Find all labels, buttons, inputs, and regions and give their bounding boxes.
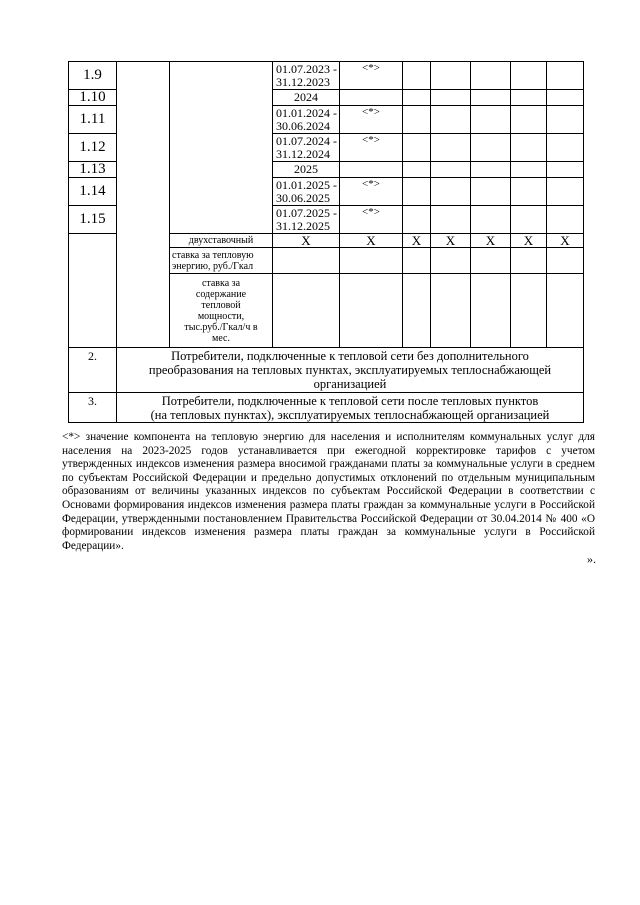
group-description: Потребители, подключенные к тепловой сети без дополнительного преобразования на тепловых пунктах, эксплуатируемых теплоснабжающей организацией	[117, 348, 584, 393]
note-cell: <*>	[340, 62, 403, 90]
table-row	[69, 393, 584, 423]
row-number: 1.11	[69, 106, 117, 134]
cross-mark: X	[511, 234, 547, 248]
closing-quote: ».	[587, 552, 596, 566]
note-cell: <*>	[340, 106, 403, 134]
footnote-text: значение компонента на тепловую энергию для населения и исполнителям коммунальных услуг для населения на 2023-2025 годов устанавливается при ежегодной корректировке тарифов с учетом утвержденных индексов изменения размера вносимой гражданами платы за коммунальные услуги в среднем по субъектам Российской Федерации и предельно допустимых отклонений по отдельным муниципальным образованиям от величины указанных индексов по субъектам Российской Федерации в соответствии с Основами формирования индексов изменения размера платы граждан за коммунальные услуги в Российской Федерации, утвержденными постановлением Правительства Российской Федерации от 30.04.2014 № 400 «О формировании индексов изменения размера платы граждан за коммунальные услуги в Российской Федерации».	[62, 431, 596, 552]
period-cell: 01.01.2024 - 30.06.2024	[273, 106, 340, 134]
group-number: 3.	[69, 393, 117, 423]
note-cell: <*>	[340, 206, 403, 234]
footnote-mark: <*>	[62, 431, 81, 443]
cross-mark: X	[431, 234, 471, 248]
cross-mark: X	[471, 234, 511, 248]
empty-cell	[170, 62, 273, 234]
period-cell: 01.07.2025 - 31.12.2025	[273, 206, 340, 234]
tariff-table	[68, 61, 584, 423]
period-cell: 01.07.2024 - 31.12.2024	[273, 134, 340, 162]
rate-energy-label: ставка за тепловую энергию, руб./Гкал	[170, 248, 273, 274]
footnote	[62, 431, 595, 553]
empty-cell	[117, 62, 170, 348]
empty-cell	[69, 234, 117, 348]
group-description: Потребители, подключенные к тепловой сети после тепловых пунктов (на тепловых пунктах), эксплуатируемых теплоснабжающей организацией	[117, 393, 584, 423]
row-number: 1.14	[69, 178, 117, 206]
table-row	[69, 62, 584, 90]
cross-mark: X	[403, 234, 431, 248]
row-number: 1.15	[69, 206, 117, 234]
cross-mark: X	[340, 234, 403, 248]
tariff-type-label: двухставочный	[170, 234, 273, 248]
row-number: 1.13	[69, 162, 117, 178]
rate-capacity-label: ставка за содержание тепловой мощности, тыс.руб./Гкал/ч в мес.	[170, 274, 273, 348]
row-number: 1.12	[69, 134, 117, 162]
group-number: 2.	[69, 348, 117, 393]
cross-mark: X	[547, 234, 584, 248]
note-cell: <*>	[340, 134, 403, 162]
cross-mark: X	[273, 234, 340, 248]
table-row	[69, 348, 584, 393]
row-number: 1.9	[69, 62, 117, 90]
period-cell: 01.07.2023 - 31.12.2023	[273, 62, 340, 90]
period-cell: 01.01.2025 - 30.06.2025	[273, 178, 340, 206]
note-cell: <*>	[340, 178, 403, 206]
year-cell: 2025	[273, 162, 340, 178]
row-number: 1.10	[69, 90, 117, 106]
year-cell: 2024	[273, 90, 340, 106]
